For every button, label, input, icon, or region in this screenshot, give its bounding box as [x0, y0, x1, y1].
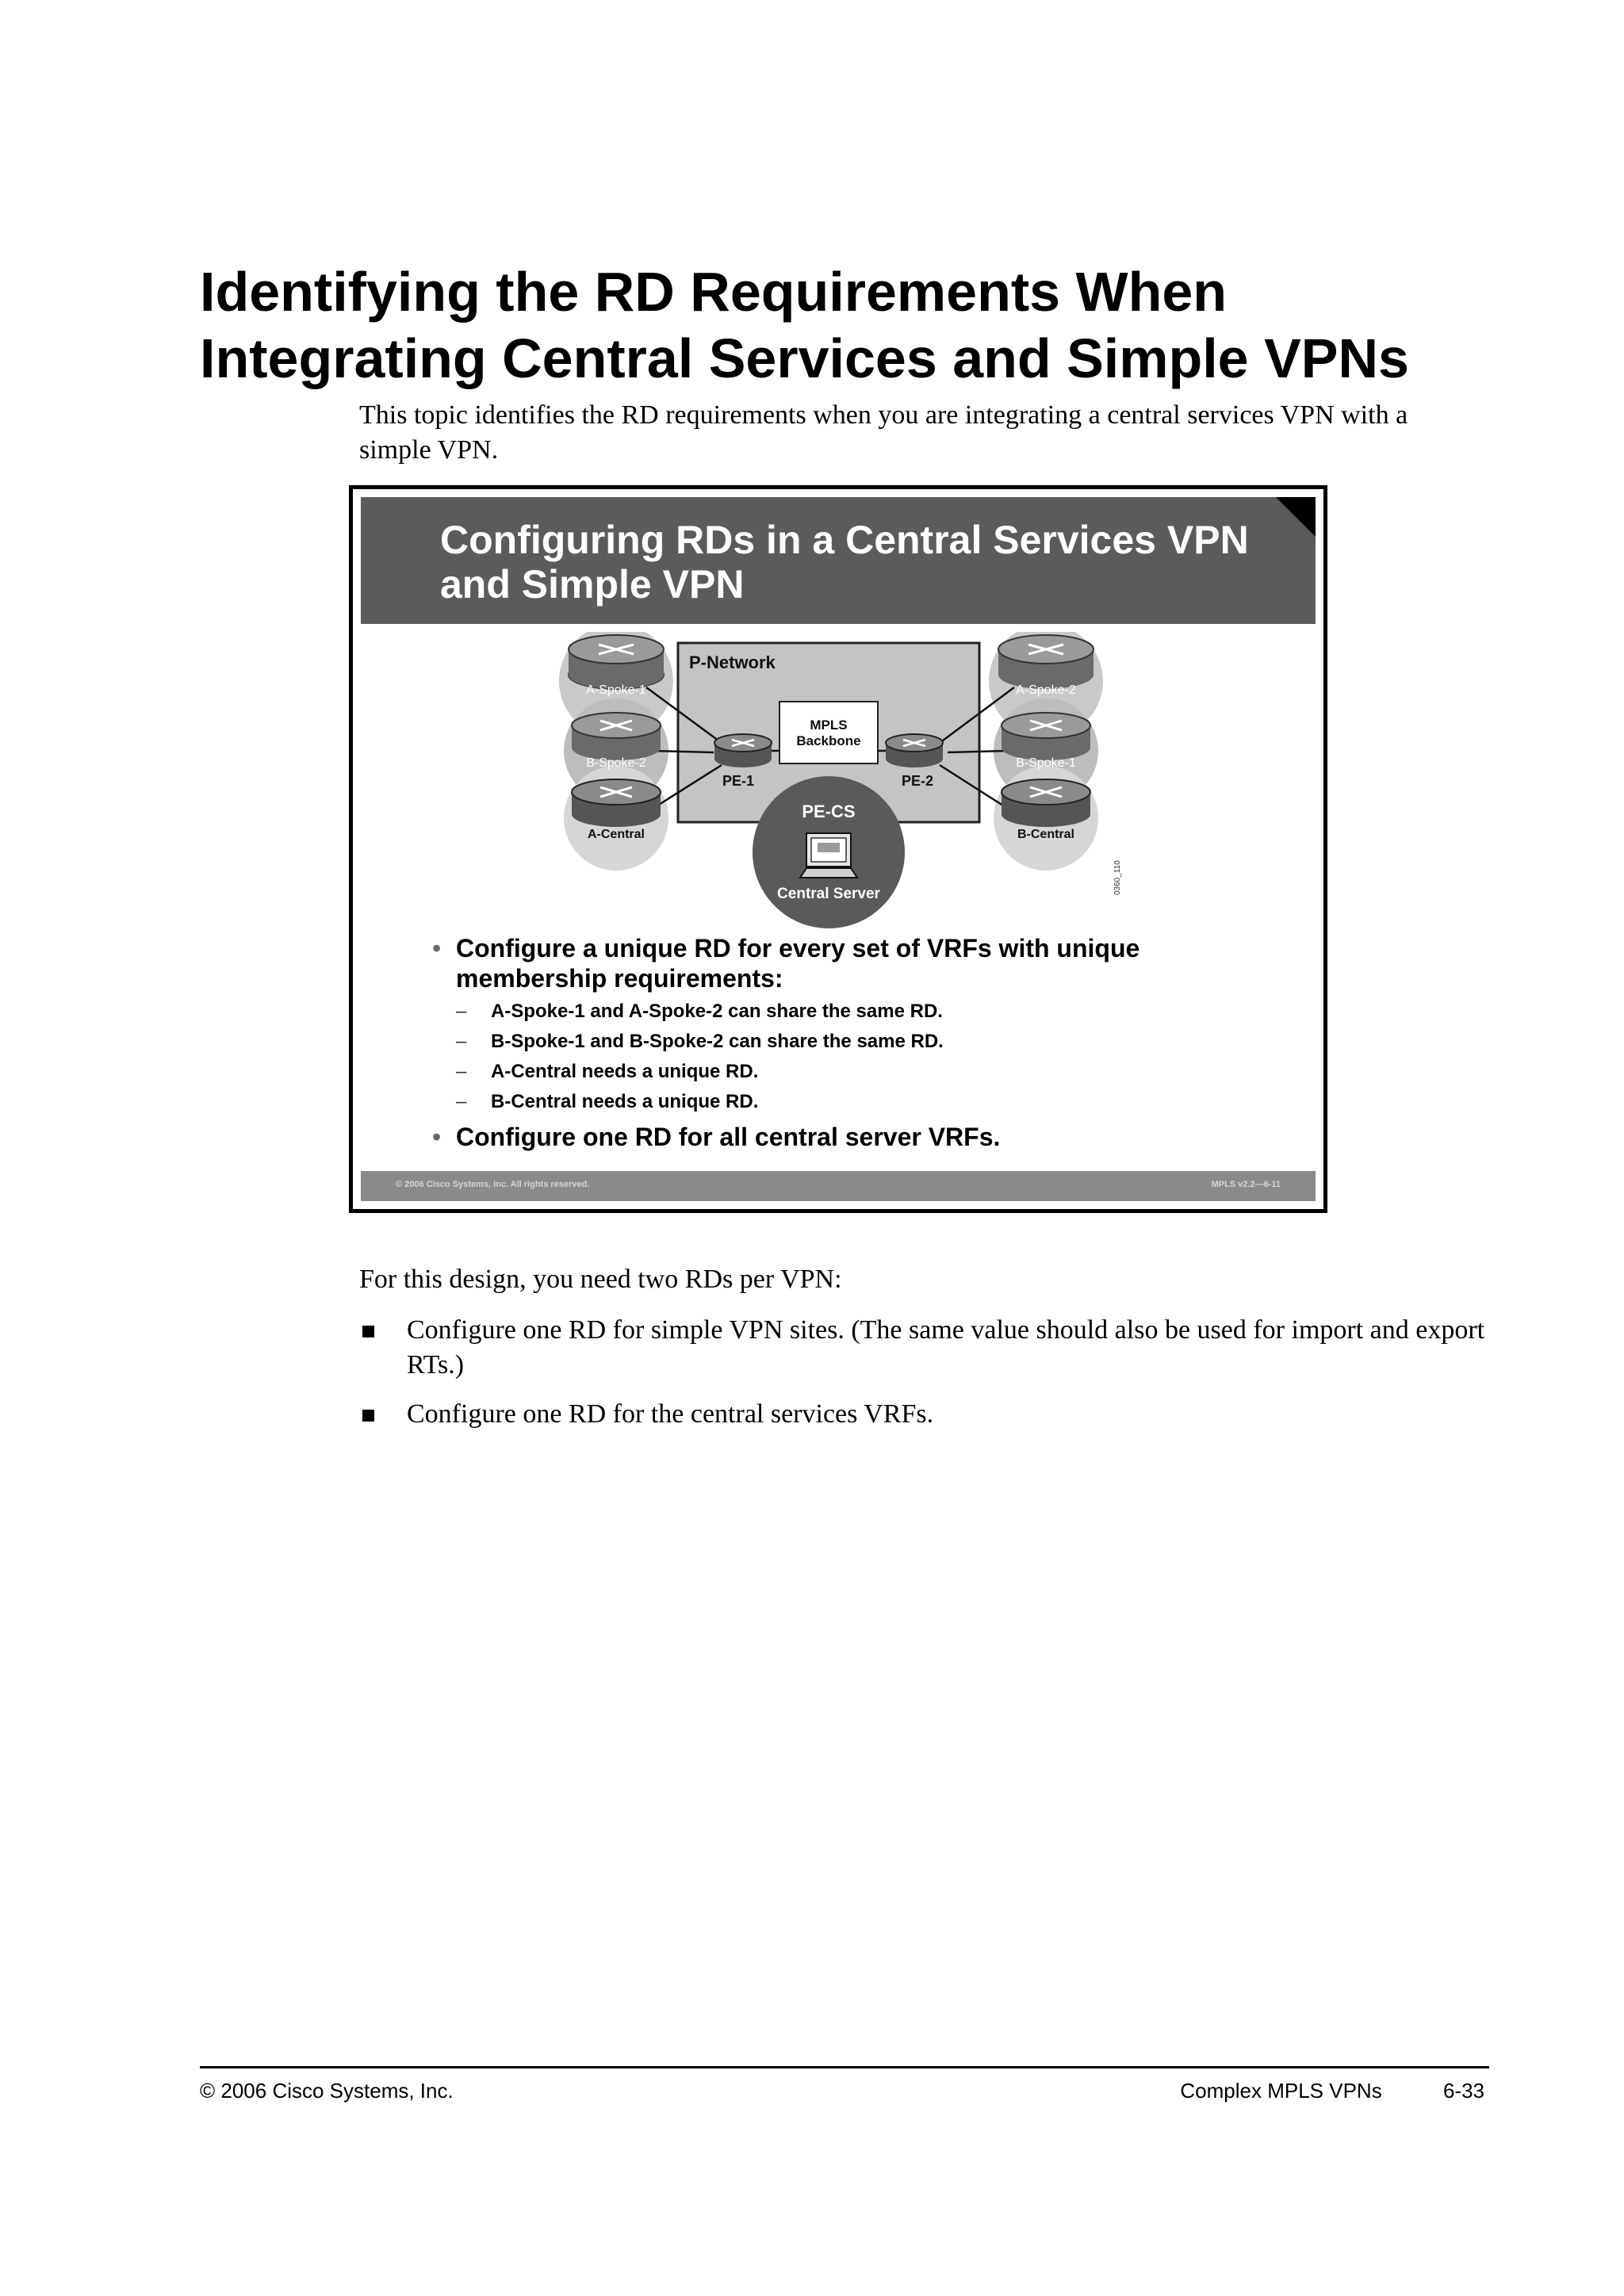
b-spoke-2-label: B-Spoke-2: [586, 756, 646, 770]
square-bullet-icon: [362, 1410, 374, 1422]
slide-corner-mark: [1276, 497, 1316, 537]
a-spoke-1-label: A-Spoke-1: [586, 683, 646, 697]
slide-sub-bullet-text: A-Central needs a unique RD.: [491, 1061, 759, 1082]
slide-title-line2: and Simple VPN: [440, 562, 745, 607]
page-heading: [200, 258, 1508, 392]
pe1-label: PE-1: [722, 773, 755, 789]
slide-footer: [361, 1171, 1316, 1201]
list-item: [359, 1397, 1485, 1432]
slide-copyright: © 2006 Cisco Systems, Inc. All rights reserved.: [396, 1180, 590, 1189]
figure-id-label: 0360_110: [1113, 860, 1122, 895]
bullet-dash: –: [456, 1001, 467, 1022]
router-a-spoke-1: [569, 635, 664, 689]
bullet-dash: –: [456, 1031, 467, 1052]
rd-list: [359, 1313, 1485, 1446]
central-server-icon: [800, 833, 857, 878]
central-server-label: Central Server: [777, 886, 880, 902]
b-central-label: B-Central: [1017, 828, 1075, 841]
bullet-dot: •: [432, 934, 442, 962]
network-diagram: [559, 632, 1130, 933]
mpls-label-line1: MPLS: [810, 718, 848, 733]
slide-sub-bullet-text: B-Central needs a unique RD.: [491, 1091, 759, 1112]
footer-rule: [200, 2066, 1489, 2068]
slide-course-code: MPLS v2.2—6-11: [1211, 1180, 1281, 1189]
mpls-backbone-box: [779, 702, 878, 763]
router-a-spoke-2: [998, 635, 1094, 689]
router-b-spoke-1: [1002, 713, 1090, 760]
slide-title-line1: Configuring RDs in a Central Services VPN: [440, 518, 1249, 562]
router-pe1: [714, 734, 772, 767]
page-heading-line2: Integrating Central Services and Simple VPNs: [200, 327, 1409, 389]
a-central-label: A-Central: [587, 828, 645, 841]
page-number: 6-33: [1442, 2079, 1484, 2103]
page-heading-line1: Identifying the RD Requirements When: [200, 261, 1228, 323]
pe-cs-label: PE-CS: [802, 802, 856, 821]
slide-bullet-2: [432, 1122, 1273, 1152]
a-spoke-2-label: A-Spoke-2: [1016, 683, 1076, 697]
list-item: [359, 1313, 1485, 1383]
b-spoke-1-label: B-Spoke-1: [1016, 756, 1076, 770]
slide-sub-bullet: [432, 1087, 1273, 1117]
bullet-dash: –: [456, 1061, 467, 1082]
slide-sub-bullet: [432, 1057, 1273, 1087]
p-network-label: P-Network: [689, 652, 776, 672]
list-item-text: Configure one RD for simple VPN sites. (The same value should also be used for import and export RTs.): [407, 1315, 1485, 1380]
router-a-central: [572, 779, 661, 827]
list-item-text: Configure one RD for the central services VRFs.: [407, 1399, 934, 1429]
footer-title: Complex MPLS VPNs: [1180, 2079, 1382, 2103]
router-b-spoke-2: [572, 713, 661, 760]
slide-header: [361, 497, 1316, 624]
slide-sub-bullet-text: A-Spoke-1 and A-Spoke-2 can share the same RD.: [491, 1001, 943, 1022]
pe2-label: PE-2: [901, 773, 934, 789]
slide-bullet-1: [432, 933, 1273, 993]
bullet-dash: –: [456, 1091, 467, 1112]
body-paragraph: For this design, you need two RDs per VPN:: [359, 1265, 842, 1294]
slide-bullet-2-text: Configure one RD for all central server VRFs.: [456, 1123, 1001, 1151]
slide-sub-bullet-text: B-Spoke-1 and B-Spoke-2 can share the same RD.: [491, 1031, 944, 1052]
footer-copyright: © 2006 Cisco Systems, Inc.: [200, 2079, 454, 2103]
slide-sub-bullet: [432, 997, 1273, 1027]
router-b-central: [1002, 779, 1090, 827]
footer-right: [1180, 2079, 1484, 2103]
mpls-label-line2: Backbone: [796, 733, 861, 748]
bullet-dot: •: [432, 1123, 442, 1151]
square-bullet-icon: [362, 1326, 374, 1337]
router-pe2: [886, 734, 943, 767]
slide-sub-bullet: [432, 1027, 1273, 1057]
slide-title: [440, 518, 1281, 607]
slide-figure: [349, 485, 1327, 1213]
slide-bullets: [432, 933, 1273, 1155]
slide-bullet-1-text: Configure a unique RD for every set of VRFs with unique membership requirements:: [456, 934, 1140, 993]
intro-paragraph: This topic identifies the RD requirements when you are integrating a central services VPN with a simple VPN.: [359, 400, 1408, 465]
